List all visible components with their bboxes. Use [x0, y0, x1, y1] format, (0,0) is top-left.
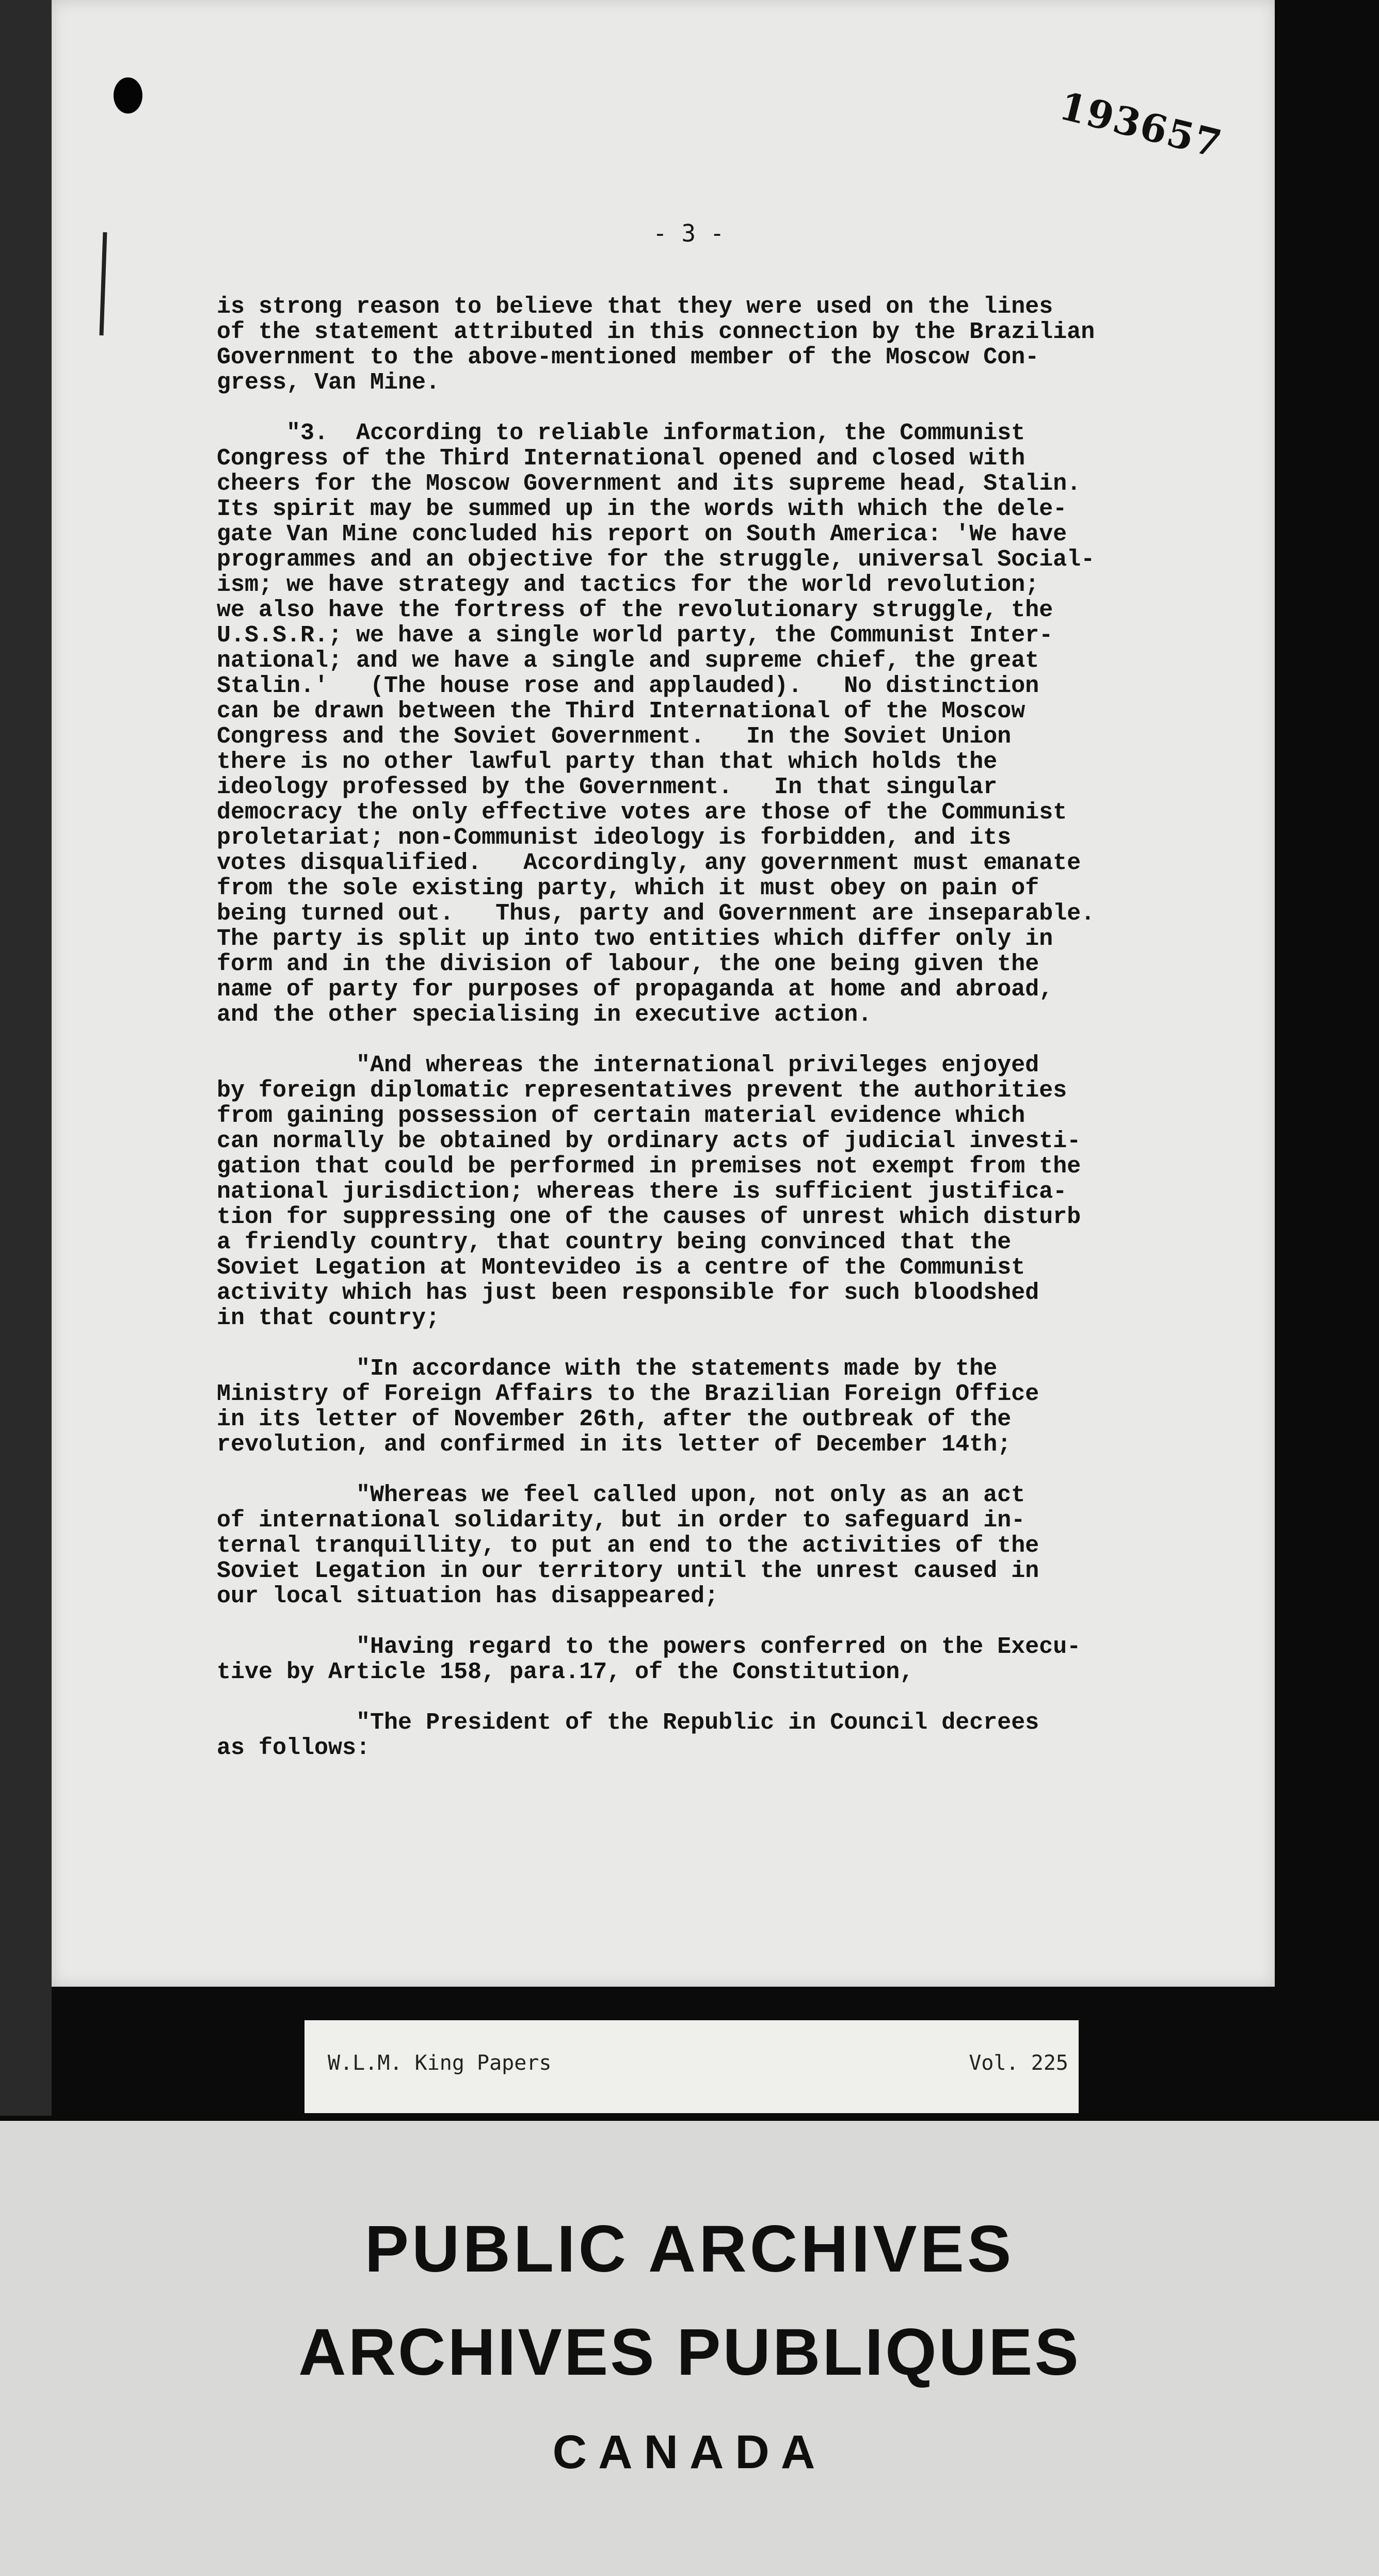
paragraph-1: is strong reason to believe that they were used on the lines of the statement attributed in this connection by the Brazilian Government to the above-mentioned member of the Moscow Con- gress, Van Mine.	[217, 294, 1095, 396]
paragraph-7: "The President of the Republic in Council decrees as follows:	[217, 1710, 1039, 1761]
archive-card	[0, 2121, 1379, 2576]
volume-number: Vol. 225	[969, 2051, 1068, 2075]
punch-hole	[114, 77, 142, 114]
paragraph-6: "Having regard to the powers conferred on the Execu- tive by Article 158, para.17, of the Constitution,	[217, 1634, 1081, 1685]
collection-name: W.L.M. King Papers	[328, 2051, 552, 2075]
document-body	[217, 294, 1239, 1761]
archive-title-english: PUBLIC ARCHIVES	[364, 2212, 1015, 2286]
paragraph-2: "3. According to reliable information, the Communist Congress of the Third International opened and closed with cheers for the Moscow Government and its supreme head, Stalin. Its spirit may be summed up in the words with which the dele- gate Van Mine concluded his report on South America: 'We have programmes and an objective for the struggle, universal Social- ism; we have strategy and tactics for the world revolution; we also have the fortress of the revolutionary struggle, the U.S.S.R.; we have a single world party, the Communist Inter- national; and we have a single and supreme chief, the great Stalin.' (The house rose and applauded). No distinction can be drawn between the Third International of the Moscow Congress and the Soviet Government. In the Soviet Union there is no other lawful party than that which holds the ideology professed by the Government. In that singular democracy the only effective votes are those of the Communist proletariat; non-Communist ideology is forbidden, and its votes disqualified. Accordingly, any government must emanate from the sole existing party, which it must obey on pain of being turned out. Thus, party and Government are inseparable. The party is split up into two entities which differ only in form and in the division of labour, the one being given the name of party for purposes of propaganda at home and abroad, and the other specialising in executive action.	[217, 420, 1095, 1028]
stamp-number: 193657	[1055, 84, 1227, 167]
paragraph-4: "In accordance with the statements made by the Ministry of Foreign Affairs to the Brazilian Foreign Office in its letter of November 26th, after the outbreak of the revolution, and confirmed in its letter of December 14th;	[217, 1356, 1039, 1458]
paragraph-3: "And whereas the international privileges enjoyed by foreign diplomatic representatives prevent the authorities from gaining possession of certain material evidence which can normally be obtained by ordinary acts of judicial investi- gation that could be performed in premises not exempt from the national jurisdiction; whereas there is sufficient justifica- tion for suppressing one of the causes of unrest which disturb a friendly country, that country being convinced that the Soviet Legation at Montevideo is a centre of the Communist activity which has just been responsible for such bloodshed in that country;	[217, 1052, 1081, 1331]
page-number: - 3 -	[653, 219, 725, 247]
archive-title-french: ARCHIVES PUBLIQUES	[298, 2315, 1081, 2389]
paragraph-5: "Whereas we feel called upon, not only as an act of international solidarity, but in order to safeguard in- ternal tranquillity, to put an end to the activities of the Soviet Legation in our territory until the unrest caused in our local situation has disappeared;	[217, 1482, 1039, 1609]
film-edge	[0, 0, 52, 2116]
archive-country: CANADA	[552, 2426, 827, 2478]
collection-label	[304, 2020, 1079, 2113]
